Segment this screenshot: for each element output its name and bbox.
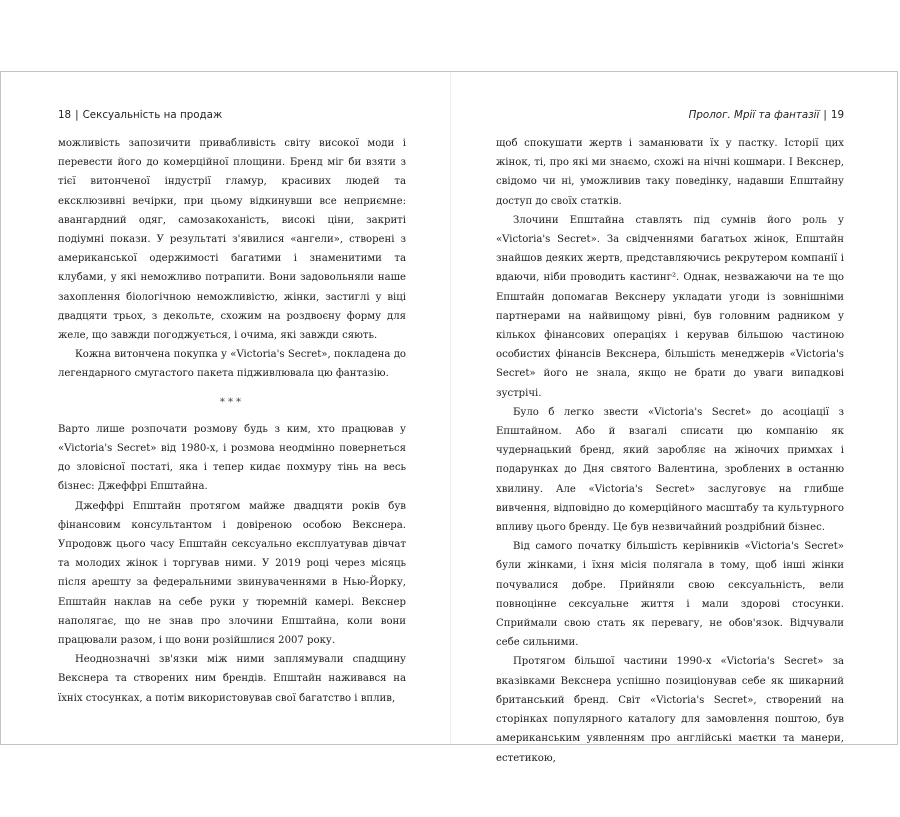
right-paragraph-3: Було б легко звести «Victoria's Secret» до асоціації з Епштайном. Або й взагалі списати цю компанію як чудернацький бренд, який заробляє на жіночих примхах і подарунках до Дня святого Валентина, зроблених в останню хвилину. Але «Victoria's Secret» заслуговує на глибше вивчення, відповідно до комерційного масштабу та культурного впливу цього бренду. Це був незвичайний роздрібний бізнес. xyxy=(496,406,844,534)
left-body-text xyxy=(58,134,406,708)
right-paragraph-1: щоб спокушати жертв і заманювати їх у пастку. Історії цих жінок, ті, про які ми знаємо, схожі на нічні кошмари. І Векснер, свідомо чи ні, уможливив таку поведінку, надавши Епштайну доступ до своїх статків. xyxy=(496,138,844,207)
right-body-text xyxy=(496,134,844,768)
left-running-head xyxy=(58,108,406,122)
book-spread xyxy=(0,71,898,764)
right-paragraph-2: Злочини Епштайна ставлять під сумнів його роль у «Victoria's Secret». За свідченнями багатьох жінок, Епштайн знайшов деяких жертв, представляючись рекрутером компанії і вдаючи, ніби проводить кастинг². Однак, незважаючи на те що Епштайн допомагав Векснеру укладати угоди із зовнішніми партнерами на найвищому рівні, був головним радником у кількох фінансових операціях і керував більшою частиною особистих фінансів Векснера, більшість менеджерів «Victoria's Secret» його не знала, якщо не брати до уваги випадкові зустрічі. xyxy=(496,214,844,399)
left-running-title: Сексуальність на продаж xyxy=(82,109,223,121)
right-paragraph-4: Від самого початку більшість керівників «Victoria's Secret» були жінками, і їхня місія полягала в тому, щоб інші жінки почувалися добре. Прийняли свою сексуальність, вели повноцінне сексуальне життя і мали здорові стосунки. Сприймали свою стать як перевагу, не обов'язок. Відчували себе сильними. xyxy=(496,541,844,649)
left-head-separator: | xyxy=(75,109,79,121)
section-break-stars: *** xyxy=(219,396,245,408)
left-paragraph-3: Варто лише розпочати розмову будь з ким, хто працював у «Victoria's Secret» від 1980-х, і розмова неодмінно повернеться до зловісної постаті, яка і тепер кидає похмуру тінь на весь бізнес: Джеффрі Епштайна. xyxy=(58,423,406,493)
left-paragraph-5: Неоднозначні зв'язки між ними заплямували спадщину Векснера та створених ним брендів. Епштайн наживався на їхніх стосунках, а потім використовував свої багатство і вплив, xyxy=(58,654,406,704)
left-paragraph-1: можливість запозичити привабливість світу високої моди і перевести його до комерційної площини. Бренд міг би взяти з тієї витонченої індустрії гламур, красивих людей та ексклюзивні вечірки, при цьому відкинувши все неприємне: авангардний одяг, самозакоханість, високі ціни, закриті подіумні покази. У результаті з'явилися «ангели», створені з американської одержимості багатими і знаменитими та клубами, у які неможливо потрапити. Вони задовольняли наше захоплення біологічною неможливістю, жінки, застиглі у віці двадцяти трьох, з декольте, схожим на роздвоєну форму для желе, що завжди погоджується, і очима, які завжди сяють. xyxy=(58,138,406,342)
right-running-head xyxy=(496,108,844,122)
left-paragraph-2: Кожна витончена покупка у «Victoria's Secret», покладена до легендарного смугастого пакета підживлювала цю фантазію. xyxy=(58,349,406,380)
book-gutter xyxy=(450,72,451,744)
right-head-separator: | xyxy=(823,109,827,121)
right-page xyxy=(496,108,844,768)
left-page-number: 18 xyxy=(58,109,72,121)
right-page-number: 19 xyxy=(830,109,844,121)
left-paragraph-4: Джеффрі Епштайн протягом майже двадцяти років був фінансовим консультантом і довіреною особою Векснера. Упродовж цього часу Епштайн сексуально експлуатував дівчат та молодих жінок і торгував ними. У 2019 році через місяць після арешту за федеральними звинуваченнями в Нью-Йорку, Епштайн наклав на себе руки у тюремній камері. Векснер наполягає, що не знав про злочини Епштайна, коли вони працювали разом, і що вони розійшлися 2007 року. xyxy=(58,500,406,647)
right-running-title: Пролог. Мрії та фантазії xyxy=(688,109,820,121)
left-page xyxy=(58,108,406,708)
right-paragraph-5: Протягом більшої частини 1990-х «Victoria's Secret» за вказівками Векснера успішно позиціонував себе як шикарний британський бренд. Світ «Victoria's Secret», створений на сторінках популярного каталогу для замовлення поштою, був американським уявленням про англійські маєтки та манери, естетикою, xyxy=(496,656,844,764)
